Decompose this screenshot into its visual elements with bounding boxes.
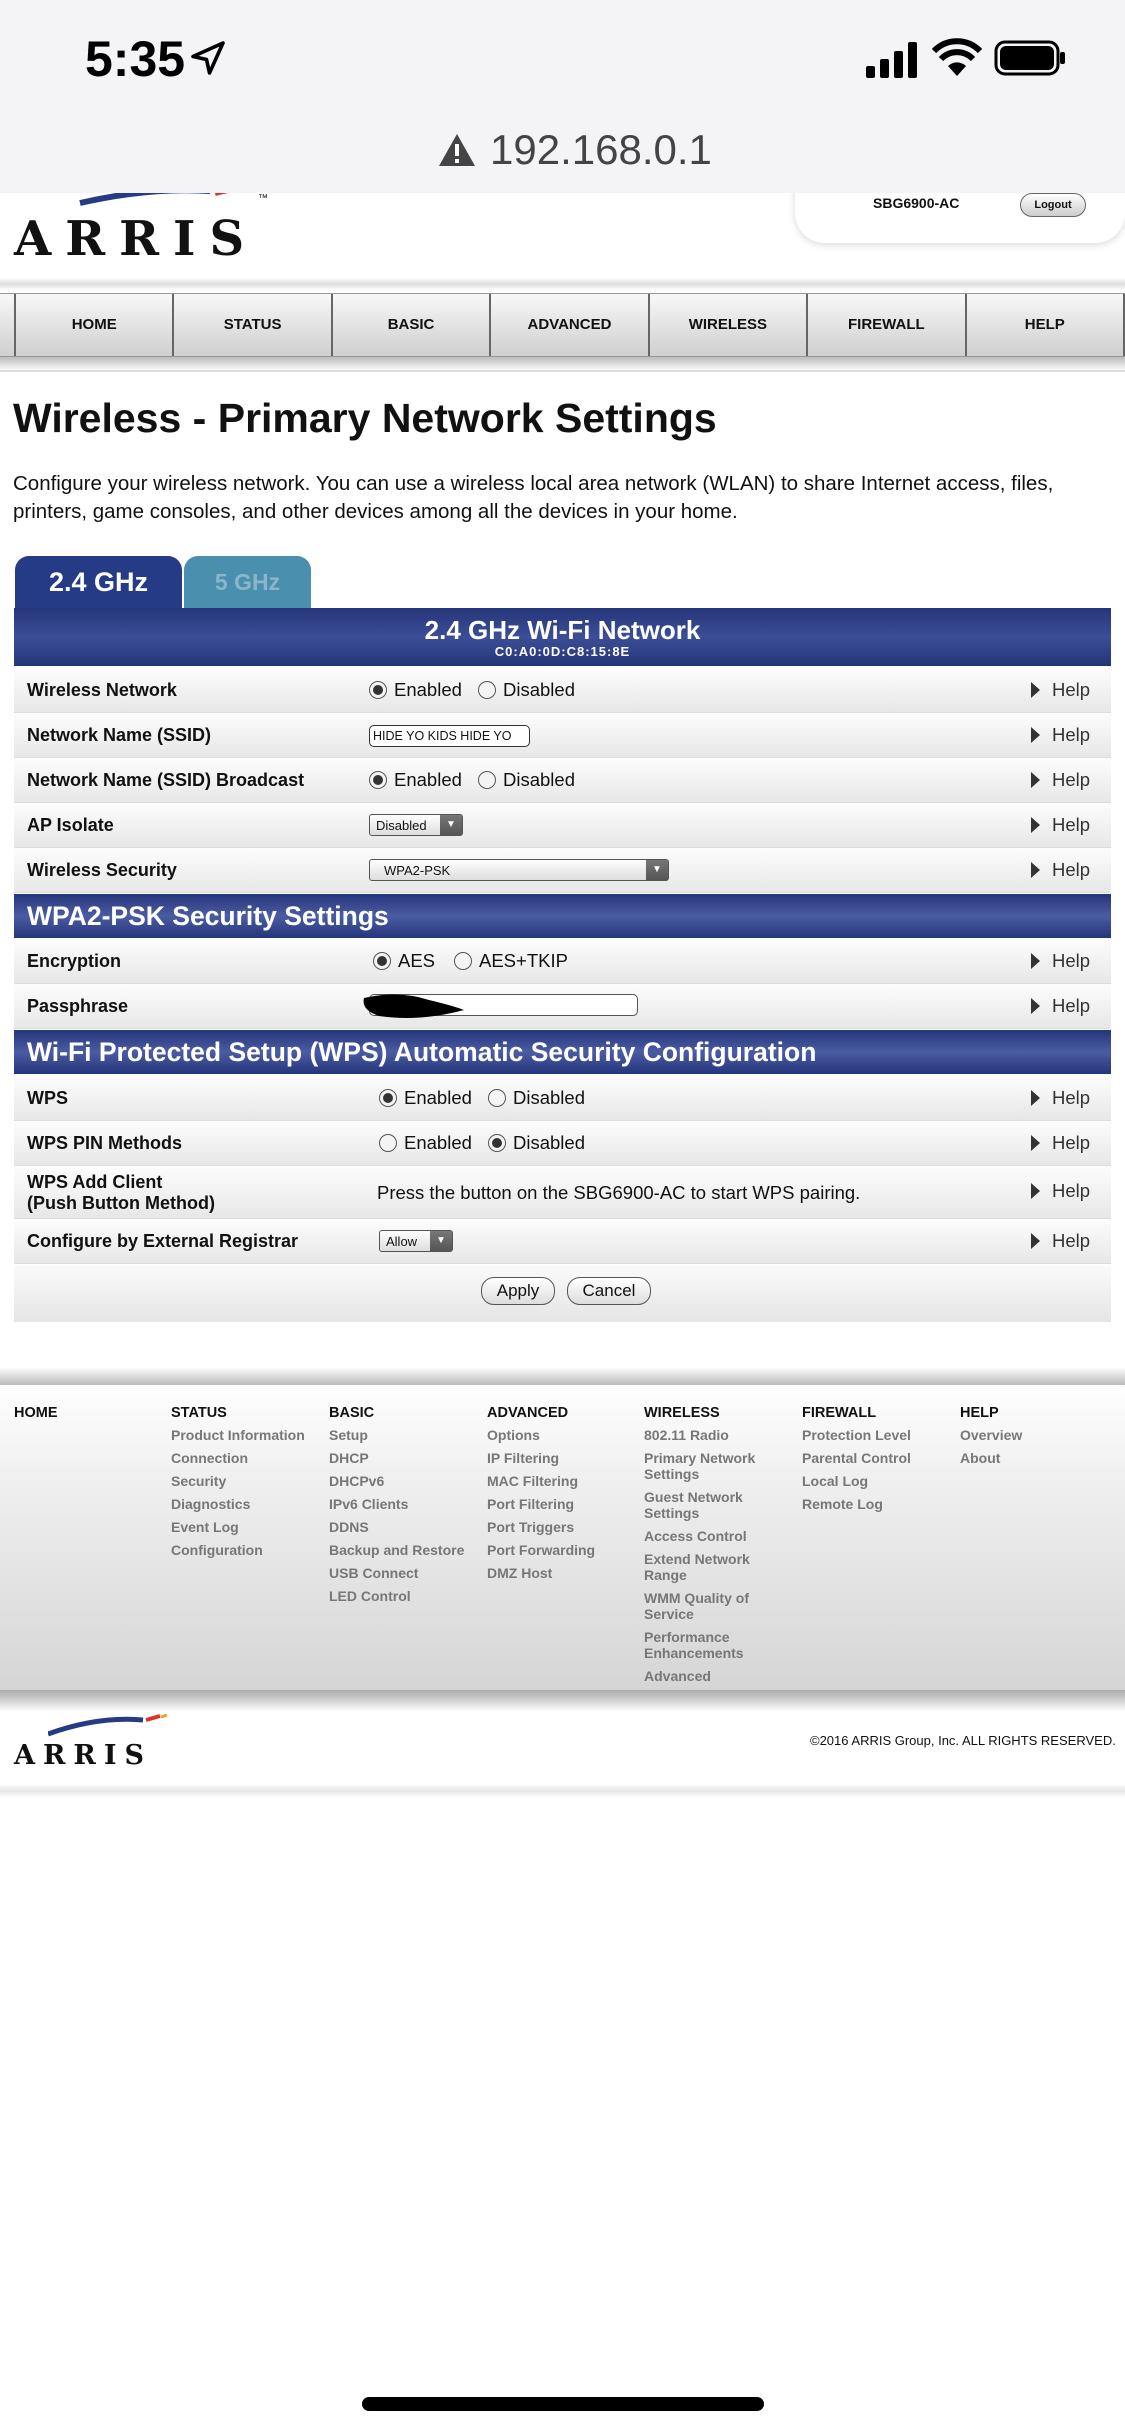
status-time: 5:35 [85, 31, 186, 87]
button-row [14, 1266, 1111, 1322]
wps-add-client-text: Press the button on the SBG6900-AC to start WPS pairing. [377, 1182, 861, 1203]
encryption-label: Encryption [27, 951, 122, 971]
row-wps-pin [14, 1121, 1111, 1166]
ap-isolate-value: Disabled [376, 818, 427, 833]
page-title: Wireless - Primary Network Settings [13, 395, 717, 441]
help-arrow-icon[interactable] [1031, 1233, 1040, 1249]
footer-link[interactable]: WMM Quality of Service [644, 1590, 749, 1622]
footer-col-firewall [802, 1405, 952, 1519]
footer-col-help [960, 1405, 1110, 1473]
wireless-security-select[interactable] [369, 859, 669, 881]
footer-link[interactable]: LED Control [329, 1588, 411, 1604]
help-link[interactable]: Help [1052, 1087, 1091, 1108]
help-link[interactable]: Help [1052, 679, 1091, 700]
footer-link[interactable]: Advanced [644, 1668, 711, 1684]
logo-swoosh-icon [48, 1714, 168, 1738]
logout-button[interactable]: Logout [1020, 193, 1086, 217]
help-link[interactable]: Help [1052, 950, 1091, 971]
row-ssid-broadcast [14, 758, 1111, 803]
network-header [14, 608, 1111, 666]
footer-link[interactable]: DHCP [329, 1450, 369, 1466]
help-arrow-icon[interactable] [1031, 998, 1040, 1014]
help-arrow-icon[interactable] [1031, 1090, 1040, 1106]
footer-link[interactable]: Local Log [802, 1473, 869, 1489]
footer-arris-logo: ARRIS [14, 1740, 152, 1771]
broadcast-disabled-radio[interactable] [478, 771, 496, 789]
nav-status[interactable]: STATUS [172, 294, 330, 356]
footer-link[interactable]: About [960, 1450, 1001, 1466]
help-arrow-icon[interactable] [1031, 1183, 1040, 1199]
chevron-down-icon: ▼ [430, 1231, 452, 1251]
help-link[interactable]: Help [1052, 769, 1091, 790]
wireless-enabled-label: Enabled [394, 679, 462, 700]
footer-link[interactable]: Security [171, 1473, 227, 1489]
wireless-disabled-label: Disabled [503, 679, 575, 700]
nav-firewall[interactable]: FIREWALL [806, 294, 964, 356]
footer-head[interactable]: STATUS [171, 1405, 227, 1421]
footer-link[interactable]: Options [487, 1427, 540, 1443]
footer-link[interactable]: Access Control [644, 1528, 747, 1544]
row-ssid [14, 713, 1111, 758]
aes-tkip-radio[interactable] [454, 952, 472, 970]
footer-link[interactable]: Product Information [171, 1427, 305, 1443]
row-wps [14, 1076, 1111, 1121]
footer-divider [0, 1367, 1125, 1385]
help-arrow-icon[interactable] [1031, 953, 1040, 969]
wifi-icon [932, 38, 982, 78]
wireless-security-value: WPA2-PSK [384, 863, 451, 878]
ssid-broadcast-label: Network Name (SSID) Broadcast [27, 770, 305, 790]
location-arrow-icon [190, 40, 226, 76]
footer-head[interactable]: FIREWALL [802, 1405, 877, 1421]
wps-enabled-radio[interactable] [379, 1089, 397, 1107]
help-link[interactable]: Help [1052, 1230, 1091, 1251]
footer-head[interactable]: WIRELESS [644, 1405, 720, 1421]
footer-link[interactable]: 802.11 Radio [644, 1427, 729, 1443]
footer-head[interactable]: ADVANCED [487, 1405, 569, 1421]
pin-enabled-radio[interactable] [379, 1134, 397, 1152]
help-link[interactable]: Help [1052, 814, 1091, 835]
ap-isolate-label: AP Isolate [27, 815, 114, 835]
row-wireless-security [14, 848, 1111, 893]
footer-link[interactable]: Configuration [171, 1542, 263, 1558]
wps-disabled-radio[interactable] [488, 1089, 506, 1107]
tab-2-4ghz[interactable]: 2.4 GHz [15, 556, 182, 608]
wps-pin-label: WPS PIN Methods [27, 1133, 183, 1153]
footer-link[interactable]: Port Triggers [487, 1519, 575, 1535]
wps-section-header: Wi-Fi Protected Setup (WPS) Automatic Security Configuration [14, 1030, 1111, 1074]
chevron-down-icon: ▼ [646, 860, 668, 880]
arris-logo: ARRIS [14, 211, 259, 267]
page-end-divider [0, 1784, 1125, 1798]
wps-disabled-label: Disabled [513, 1087, 585, 1108]
nav-help[interactable]: HELP [965, 294, 1125, 356]
footer-col-basic [329, 1405, 479, 1611]
wps-label: WPS [27, 1088, 69, 1108]
footer-head[interactable]: HOME [14, 1405, 58, 1421]
footer-link[interactable]: Remote Log [802, 1496, 883, 1512]
broadcast-enabled-label: Enabled [394, 769, 462, 790]
footer-link[interactable]: IPv6 Clients [329, 1496, 409, 1512]
warning-icon [438, 133, 476, 167]
footer-bottom-divider [0, 1690, 1125, 1712]
row-passphrase [14, 984, 1111, 1029]
row-wps-add-client [14, 1166, 1111, 1219]
help-arrow-icon[interactable] [1031, 772, 1040, 788]
wireless-security-label: Wireless Security [27, 860, 177, 880]
ssid-label: Network Name (SSID) [27, 725, 212, 745]
row-wireless-network [14, 668, 1111, 713]
help-arrow-icon[interactable] [1031, 862, 1040, 878]
wps-add-client-sublabel: (Push Button Method) [27, 1193, 215, 1213]
help-link[interactable]: Help [1052, 995, 1091, 1016]
external-registrar-label: Configure by External Registrar [27, 1231, 299, 1251]
home-indicator[interactable] [362, 2397, 764, 2411]
ssid-input[interactable]: HIDE YO KIDS HIDE YO [369, 725, 530, 747]
copyright-text: ©2016 ARRIS Group, Inc. ALL RIGHTS RESERVED. [810, 1733, 1116, 1748]
help-arrow-icon[interactable] [1031, 1135, 1040, 1151]
pin-disabled-radio[interactable] [488, 1134, 506, 1152]
footer-col-status [171, 1405, 321, 1565]
broadcast-disabled-label: Disabled [503, 769, 575, 790]
broadcast-enabled-radio[interactable] [369, 771, 387, 789]
footer-link[interactable]: IP Filtering [487, 1450, 560, 1466]
help-link[interactable]: Help [1052, 1180, 1091, 1201]
footer-link[interactable]: Event Log [171, 1519, 239, 1535]
aes-tkip-label: AES+TKIP [479, 950, 568, 971]
external-registrar-value: Allow [386, 1234, 418, 1249]
footer-link[interactable]: Primary Network Settings [644, 1450, 756, 1482]
ap-isolate-select[interactable] [369, 814, 463, 836]
footer-link[interactable]: Connection [171, 1450, 248, 1466]
battery-icon [994, 40, 1066, 76]
help-arrow-icon[interactable] [1031, 682, 1040, 698]
nav-home[interactable]: HOME [14, 294, 172, 356]
help-arrow-icon[interactable] [1031, 727, 1040, 743]
wireless-enabled-radio[interactable] [369, 681, 387, 699]
footer-link[interactable]: Overview [960, 1427, 1023, 1443]
help-link[interactable]: Help [1052, 859, 1091, 880]
aes-label: AES [398, 950, 436, 971]
footer-link[interactable]: DHCPv6 [329, 1473, 385, 1489]
footer-link[interactable]: Diagnostics [171, 1496, 251, 1512]
pin-enabled-label: Enabled [404, 1132, 472, 1153]
wps-enabled-label: Enabled [404, 1087, 472, 1108]
footer-link[interactable]: USB Connect [329, 1565, 419, 1581]
footer-link[interactable]: Protection Level [802, 1427, 911, 1443]
footer-link[interactable]: Extend Network Range [644, 1551, 750, 1583]
footer-link[interactable]: Guest Network Settings [644, 1489, 743, 1521]
footer-head[interactable]: BASIC [329, 1405, 375, 1421]
nav-wireless[interactable]: WIRELESS [648, 294, 806, 356]
header-divider [0, 278, 1125, 290]
footer-link[interactable]: Parental Control [802, 1450, 911, 1466]
footer-link[interactable]: Port Forwarding [487, 1542, 596, 1558]
external-registrar-select[interactable] [379, 1230, 453, 1252]
help-arrow-icon[interactable] [1031, 817, 1040, 833]
footer-head[interactable]: HELP [960, 1405, 999, 1421]
row-ap-isolate [14, 803, 1111, 848]
footer-sitemap [0, 1385, 1125, 1690]
footer-link[interactable]: Performance Enhancements [644, 1629, 744, 1661]
nav-advanced[interactable]: ADVANCED [489, 294, 647, 356]
footer-col-wireless [644, 1405, 769, 1691]
wireless-network-label: Wireless Network [27, 680, 177, 700]
pin-disabled-label: Disabled [513, 1132, 585, 1153]
main-nav [0, 293, 1125, 357]
row-encryption [14, 939, 1111, 984]
wpa2-section-header: WPA2-PSK Security Settings [14, 894, 1111, 938]
apply-button[interactable]: Apply [481, 1277, 555, 1305]
wps-add-client-label: WPS Add Client [27, 1172, 163, 1192]
chevron-down-icon: ▼ [440, 815, 462, 835]
footer-col-advanced [487, 1405, 637, 1588]
tab-5ghz[interactable]: 5 GHz [184, 556, 311, 608]
network-mac: C0:A0:0D:C8:15:8E [494, 644, 631, 659]
redaction-scribble [359, 988, 469, 1022]
nav-divider [0, 370, 1125, 372]
help-link[interactable]: Help [1052, 1132, 1091, 1153]
footer-link[interactable]: MAC Filtering [487, 1473, 578, 1489]
cancel-button[interactable]: Cancel [567, 1277, 651, 1305]
passphrase-label: Passphrase [27, 996, 129, 1016]
network-title: 2.4 GHz Wi-Fi Network [424, 615, 701, 645]
footer-link[interactable]: DMZ Host [487, 1565, 553, 1581]
nav-shadow [0, 357, 1125, 371]
footer-link[interactable]: Backup and Restore [329, 1542, 465, 1558]
footer-col-home [14, 1405, 164, 1427]
row-external-registrar [14, 1219, 1111, 1264]
footer-link[interactable]: DDNS [329, 1519, 369, 1535]
page-intro: Configure your wireless network. You can use a wireless local area network (WLAN) to share Internet access, files, printers, game consoles, and other devices among all the devices in your home. [13, 472, 1054, 523]
model-name: SBG6900-AC [873, 195, 960, 211]
url-text[interactable]: 192.168.0.1 [490, 126, 712, 173]
nav-basic[interactable]: BASIC [331, 294, 489, 356]
wireless-disabled-radio[interactable] [478, 681, 496, 699]
help-link[interactable]: Help [1052, 724, 1091, 745]
footer-link[interactable]: Setup [329, 1427, 368, 1443]
cellular-signal-icon [866, 42, 918, 78]
trademark: ™ [258, 193, 268, 204]
footer-link[interactable]: Port Filtering [487, 1496, 575, 1512]
aes-radio[interactable] [373, 952, 391, 970]
